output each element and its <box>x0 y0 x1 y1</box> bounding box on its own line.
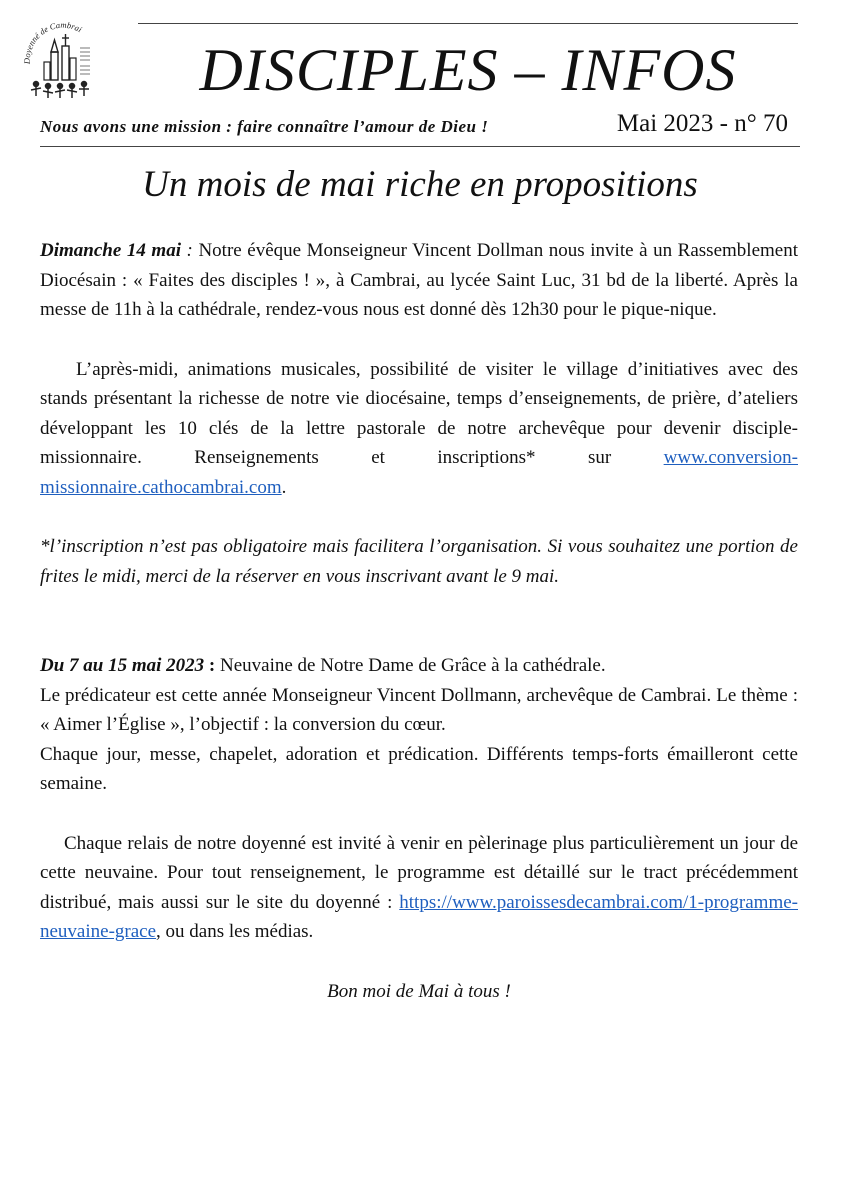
page-headline: Un mois de mai riche en propositions <box>142 164 698 205</box>
paragraph-predicateur: Le prédicateur est cette année Monseigneur Vincent Dollmann, archevêque de Cambrai. Le thème : « Aimer l’Église », l’objectif : la conversion du cœur. <box>40 684 798 735</box>
article-body <box>40 236 798 1006</box>
tagline: Nous avons une mission : faire connaître l’amour de Dieu ! <box>40 117 489 136</box>
svg-text:Doyenné de Cambrai: Doyenné de Cambrai <box>21 19 84 65</box>
date-lead-dimanche: Dimanche 14 mai <box>40 240 181 261</box>
paragraph-apres-midi: L’après-midi, animations musicales, possibilité de visiter le village d’initiatives avec des stands présentant la richesse de notre vie diocésaine, temps d’enseignements, de prière, d’ateliers développant les 10 clés de la lettre pastorale de notre archevêque pour devenir disciple-missionnaire. Renseignements et inscriptions* sur www.conversion-missionnaire.cathocambrai.com. <box>40 358 798 498</box>
paragraph-neuvaine-lead: Du 7 au 15 mai 2023 : Neuvaine de Notre Dame de Grâce à la cathédrale. <box>40 655 606 676</box>
paragraph-chaque-jour: Chaque jour, messe, chapelet, adoration et prédication. Différents temps-forts émailleront cette semaine. <box>40 743 798 794</box>
link-programme-neuvaine[interactable]: https://www.paroissesdecambrai.com/1-programme-neuvaine-grace <box>40 891 798 942</box>
doyenne-logo <box>18 18 108 108</box>
header-rule-bottom <box>40 146 800 147</box>
newsletter-title: DISCIPLES – INFOS <box>199 37 737 103</box>
paragraph-relais: Chaque relais de notre doyenné est invité à venir en pèlerinage plus particulièrement un jour de cette neuvaine. Pour tout renseignement, le programme est détaillé sur le tract précédemment distribué, mais aussi sur le site du doyenné : https://www.paroissesdecambrai.com/1-programme-neuvaine-grace, ou dans les médias. <box>40 832 798 942</box>
date-lead-neuvaine: Du 7 au 15 mai 2023 <box>40 655 205 676</box>
issue-number: Mai 2023 - n° 70 <box>616 110 788 137</box>
paragraph-dimanche: Dimanche 14 mai : Notre évêque Monseigneur Vincent Dollman nous invite à un Rassemblement Diocésain : « Faites des disciples ! », à Cambrai, au lycée Saint Luc, 31 bd de la liberté. Après la messe de 11h à la cathédrale, rendez-vous nous est donné dès 12h30 pour le pique-nique. <box>40 240 798 320</box>
inscription-note: *l’inscription n’est pas obligatoire mais facilitera l’organisation. Si vous souhaitez une portion de frites le midi, merci de la réserver en vous inscrivant avant le 9 mai. <box>40 536 798 587</box>
link-conversion-missionnaire[interactable]: www.conversion-missionnaire.cathocambrai.com <box>40 447 798 498</box>
header-rule-top <box>138 23 798 24</box>
closing-line: Bon moi de Mai à tous ! <box>327 980 511 1002</box>
